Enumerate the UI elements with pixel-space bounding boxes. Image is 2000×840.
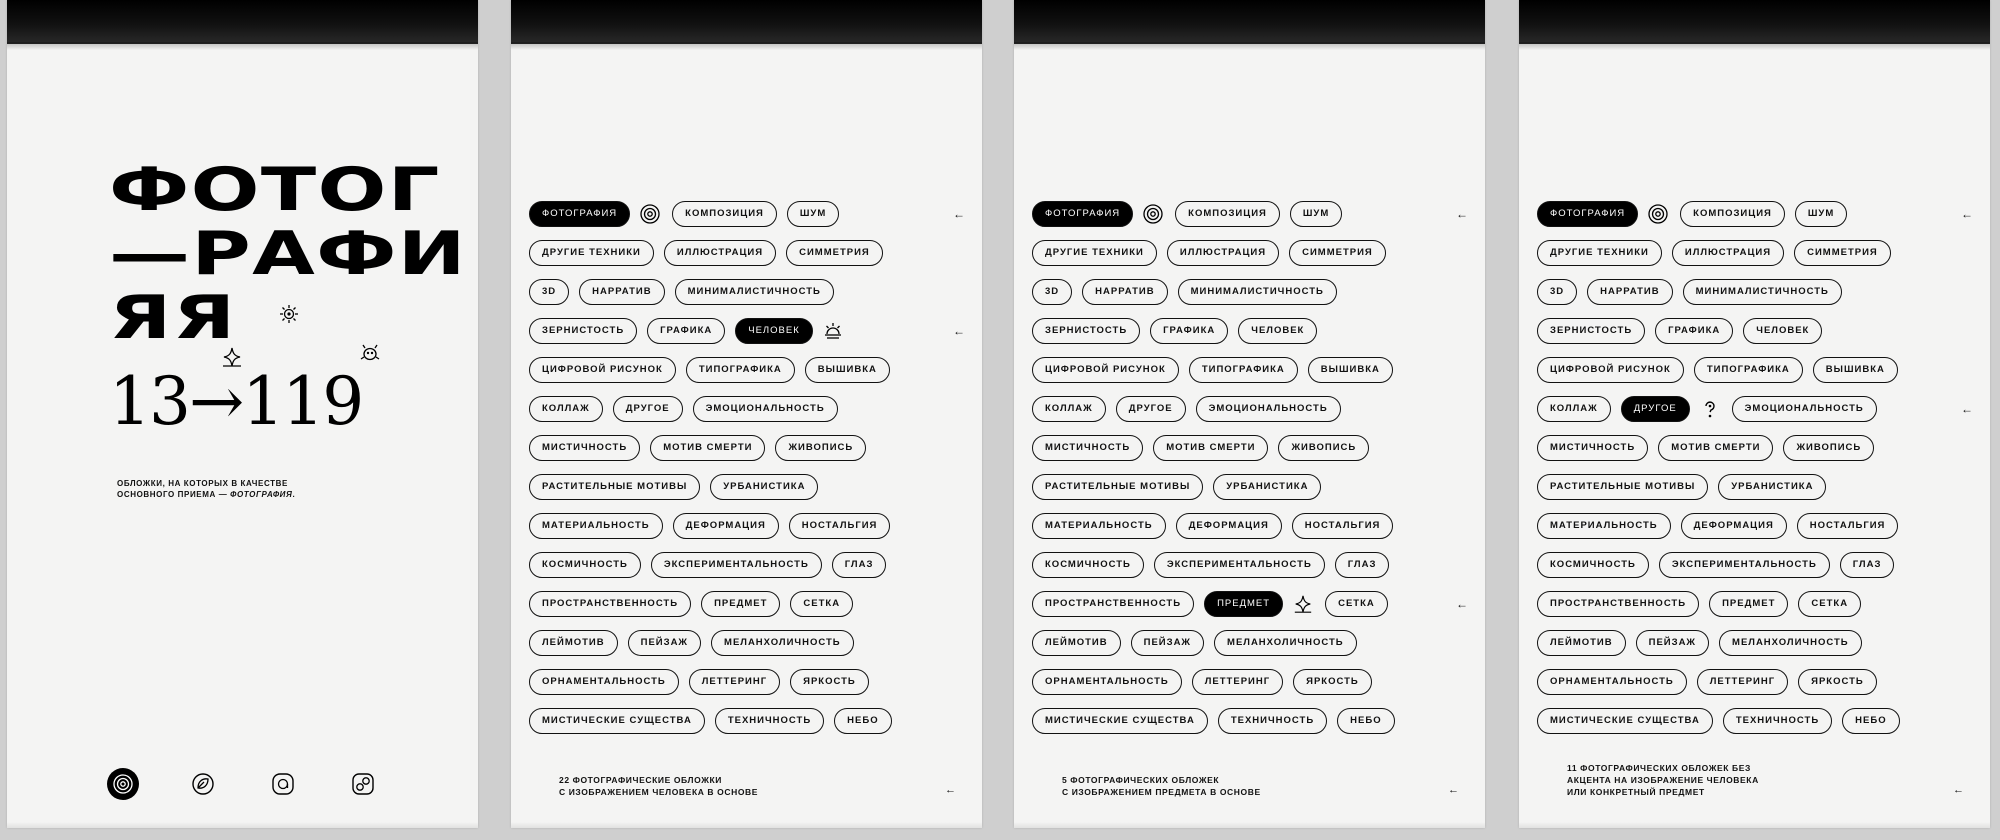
tag-row xyxy=(529,428,969,467)
tag-chip[interactable]: КОСМИЧНОСТЬ xyxy=(529,552,641,578)
leaf-icon[interactable] xyxy=(187,768,219,800)
tag-row xyxy=(1537,272,1977,311)
tag-chip[interactable]: НОСТАЛЬГИЯ xyxy=(789,513,891,539)
tag-chip[interactable]: 3D xyxy=(1537,279,1577,305)
tag-row xyxy=(529,623,969,662)
tag-chip[interactable]: МЕЛАНХОЛИЧНОСТЬ xyxy=(1719,630,1862,656)
tag-chip[interactable]: ЖИВОПИСЬ xyxy=(1783,435,1874,461)
tag-chip[interactable]: ЭМОЦИОНАЛЬНОСТЬ xyxy=(1196,396,1341,422)
tag-chip[interactable]: ШУМ xyxy=(787,201,839,227)
tag-chip[interactable]: ЛЕТТЕРИНГ xyxy=(689,669,780,695)
tag-chip[interactable]: МИСТИЧЕСКИЕ СУЩЕСТВА xyxy=(529,708,705,734)
tag-chip[interactable]: ДЕФОРМАЦИЯ xyxy=(673,513,779,539)
tag-chip[interactable]: ТИПОГРАФИКА xyxy=(1189,357,1298,383)
tag-chip[interactable]: ГЛАЗ xyxy=(1840,552,1895,578)
tag-row xyxy=(529,272,969,311)
tag-chip[interactable]: НАРРАТИВ xyxy=(579,279,664,305)
tag-chip[interactable]: МИНИМАЛИСТИЧНОСТЬ xyxy=(1178,279,1337,305)
tag-chip[interactable]: ИЛЛЮСТРАЦИЯ xyxy=(664,240,776,266)
spiral-icon[interactable] xyxy=(267,768,299,800)
tag-chip[interactable]: НАРРАТИВ xyxy=(1082,279,1167,305)
tag-chip[interactable]: КОСМИЧНОСТЬ xyxy=(1032,552,1144,578)
tag-chip[interactable]: ЯРКОСТЬ xyxy=(790,669,869,695)
tag-row xyxy=(1032,623,1472,662)
caption-line: ИЛИ КОНКРЕТНЫЙ ПРЕДМЕТ xyxy=(1567,787,1705,797)
tag-chip[interactable]: ТИПОГРАФИКА xyxy=(686,357,795,383)
tag-chip[interactable]: ПРЕДМЕТ xyxy=(1709,591,1788,617)
tag-row xyxy=(1032,662,1472,701)
tag-chip[interactable]: МИСТИЧЕСКИЕ СУЩЕСТВА xyxy=(1032,708,1208,734)
sun-icon xyxy=(279,304,299,324)
tag-chip[interactable]: УРБАНИСТИКА xyxy=(710,474,818,500)
tag-chip[interactable]: НЕБО xyxy=(1337,708,1394,734)
tag-chip[interactable]: ЛЕТТЕРИНГ xyxy=(1192,669,1283,695)
tag-chip[interactable]: ДРУГОЕ xyxy=(1116,396,1186,422)
caption-line: С ИЗОБРАЖЕНИЕМ ПРЕДМЕТА В ОСНОВЕ xyxy=(1062,787,1261,797)
tag-chip[interactable]: ГРАФИКА xyxy=(647,318,725,344)
cover-page xyxy=(7,0,478,828)
squares-icon[interactable] xyxy=(347,768,379,800)
tag-chip[interactable]: ПЕЙЗАЖ xyxy=(628,630,701,656)
tag-chip[interactable]: РАСТИТЕЛЬНЫЕ МОТИВЫ xyxy=(529,474,700,500)
tag-row xyxy=(1032,311,1472,350)
tag-chip[interactable]: ПЕЙЗАЖ xyxy=(1636,630,1709,656)
tag-chip[interactable]: СЕТКА xyxy=(790,591,853,617)
tag-row xyxy=(1032,272,1472,311)
tag-row xyxy=(1032,428,1472,467)
target-icon xyxy=(638,202,662,226)
tag-chip[interactable]: СИММЕТРИЯ xyxy=(786,240,883,266)
tag-chip[interactable]: СИММЕТРИЯ xyxy=(1794,240,1891,266)
cover-desc-line-2: ОСНОВНОГО ПРИЕМА — ФОТОГРАФИЯ. xyxy=(117,490,296,499)
tag-chip[interactable]: ЧЕЛОВЕК xyxy=(1238,318,1317,344)
tag-chip[interactable]: ЛЕЙМОТИВ xyxy=(1537,630,1626,656)
tag-chip[interactable]: ЦИФРОВОЙ РИСУНОК xyxy=(1032,357,1179,383)
tag-row xyxy=(1537,350,1977,389)
tag-row xyxy=(1537,194,1977,233)
tag-row xyxy=(1537,389,1977,428)
tag-row xyxy=(529,701,969,740)
tag-row xyxy=(1032,701,1472,740)
tag-chip[interactable]: УРБАНИСТИКА xyxy=(1718,474,1826,500)
tag-chip[interactable]: ПЕЙЗАЖ xyxy=(1131,630,1204,656)
tag-page-1 xyxy=(511,0,982,828)
tag-chip[interactable]: НОСТАЛЬГИЯ xyxy=(1797,513,1899,539)
selection-arrow: ← xyxy=(1456,596,1468,611)
tag-cloud xyxy=(529,194,969,740)
target-icon xyxy=(1141,202,1165,226)
cover-page-range xyxy=(109,362,362,442)
tag-chip[interactable]: ШУМ xyxy=(1290,201,1342,227)
tag-chip[interactable]: ЛЕЙМОТИВ xyxy=(1032,630,1121,656)
cover-desc-emphasis: ФОТОГРАФИЯ xyxy=(230,490,293,499)
tag-row xyxy=(1537,662,1977,701)
tag-row xyxy=(529,545,969,584)
page-caption xyxy=(559,774,889,798)
tag-chip[interactable]: 3D xyxy=(529,279,569,305)
tag-row xyxy=(1032,389,1472,428)
tag-page-3 xyxy=(1519,0,1990,828)
tag-row xyxy=(1032,350,1472,389)
tag-chip[interactable]: КОЛЛАЖ xyxy=(529,396,603,422)
sun-icon xyxy=(821,319,845,343)
tag-chip[interactable]: НЕБО xyxy=(834,708,891,734)
cover-title-line-3: ЯЯ xyxy=(109,283,237,353)
tag-chip[interactable]: ЛЕТТЕРИНГ xyxy=(1697,669,1788,695)
tag-chip[interactable]: МОТИВ СМЕРТИ xyxy=(1658,435,1773,461)
cover-title-line-1: ФОТОГ xyxy=(109,155,441,225)
tag-row xyxy=(1032,506,1472,545)
selection-arrow: ← xyxy=(1961,206,1973,221)
tag-chip[interactable]: ЗЕРНИСТОСТЬ xyxy=(1032,318,1140,344)
cover-title-line-2: —РАФИ xyxy=(109,219,467,289)
tag-chip[interactable]: КОЛЛАЖ xyxy=(1537,396,1611,422)
tag-chip[interactable]: ТИПОГРАФИКА xyxy=(1694,357,1803,383)
tag-chip[interactable]: ОРНАМЕНТАЛЬНОСТЬ xyxy=(529,669,679,695)
target-icon[interactable] xyxy=(107,768,139,800)
tag-chip[interactable]: ПРОСТРАНСТВЕННОСТЬ xyxy=(1032,591,1194,617)
tag-chip[interactable]: ГРАФИКА xyxy=(1150,318,1228,344)
selection-arrow: ← xyxy=(1961,401,1973,416)
tag-chip[interactable]: МАТЕРИАЛЬНОСТЬ xyxy=(1032,513,1166,539)
tag-row xyxy=(1537,584,1977,623)
tag-chip[interactable]: ДРУГИЕ ТЕХНИКИ xyxy=(1032,240,1157,266)
tag-chip[interactable]: ЦИФРОВОЙ РИСУНОК xyxy=(1537,357,1684,383)
tag-chip[interactable]: МИНИМАЛИСТИЧНОСТЬ xyxy=(1683,279,1842,305)
tag-chip[interactable]: ПРОСТРАНСТВЕННОСТЬ xyxy=(529,591,691,617)
tag-row xyxy=(1032,584,1472,623)
tag-chip[interactable]: КОМПОЗИЦИЯ xyxy=(1680,201,1785,227)
tag-cloud xyxy=(1032,194,1472,740)
tag-chip[interactable]: ДРУГОЕ xyxy=(1621,396,1690,422)
tag-row xyxy=(1537,233,1977,272)
caption-line: 5 ФОТОГРАФИЧЕСКИХ ОБЛОЖЕК xyxy=(1062,775,1220,785)
tag-chip[interactable]: ЖИВОПИСЬ xyxy=(1278,435,1369,461)
range-arrow: → xyxy=(188,363,243,440)
cover-desc-line-1: ОБЛОЖКИ, НА КОТОРЫХ В КАЧЕСТВЕ xyxy=(117,479,288,488)
cover-title xyxy=(109,155,467,366)
tag-chip[interactable]: МИСТИЧЕСКИЕ СУЩЕСТВА xyxy=(1537,708,1713,734)
tag-chip[interactable]: КОСМИЧНОСТЬ xyxy=(1537,552,1649,578)
target-icon xyxy=(1646,202,1670,226)
page-caption xyxy=(1062,774,1392,798)
back-arrow[interactable]: ← xyxy=(945,784,956,796)
tag-row xyxy=(529,662,969,701)
tag-row xyxy=(1537,467,1977,506)
tag-chip[interactable]: ВЫШИВКА xyxy=(1308,357,1393,383)
tag-row xyxy=(1032,194,1472,233)
tag-cloud xyxy=(1537,194,1977,740)
tag-chip[interactable]: ФОТОГРАФИЯ xyxy=(1537,201,1638,227)
tag-chip[interactable]: УРБАНИСТИКА xyxy=(1213,474,1321,500)
tag-row xyxy=(529,467,969,506)
tag-chip[interactable]: НОСТАЛЬГИЯ xyxy=(1292,513,1394,539)
tag-chip[interactable]: ФОТОГРАФИЯ xyxy=(1032,201,1133,227)
tag-chip[interactable]: ЗЕРНИСТОСТЬ xyxy=(1537,318,1645,344)
tag-chip[interactable]: МЕЛАНХОЛИЧНОСТЬ xyxy=(1214,630,1357,656)
tag-chip[interactable]: ТЕХНИЧНОСТЬ xyxy=(715,708,824,734)
binding-strip xyxy=(7,0,478,44)
tag-chip[interactable]: МИСТИЧНОСТЬ xyxy=(529,435,640,461)
tag-chip[interactable]: МОТИВ СМЕРТИ xyxy=(650,435,765,461)
tag-chip[interactable]: РАСТИТЕЛЬНЫЕ МОТИВЫ xyxy=(1032,474,1203,500)
tag-row xyxy=(1537,623,1977,662)
tag-chip[interactable]: ВЫШИВКА xyxy=(805,357,890,383)
tag-row xyxy=(529,194,969,233)
tag-chip[interactable]: ГРАФИКА xyxy=(1655,318,1733,344)
tag-row xyxy=(529,389,969,428)
tag-chip[interactable]: ПРЕДМЕТ xyxy=(701,591,780,617)
tag-chip[interactable]: ЭКСПЕРИМЕНТАЛЬНОСТЬ xyxy=(1659,552,1830,578)
binding-strip xyxy=(1519,0,1990,44)
tag-chip[interactable]: ЭКСПЕРИМЕНТАЛЬНОСТЬ xyxy=(651,552,822,578)
caption-line: 22 ФОТОГРАФИЧЕСКИЕ ОБЛОЖКИ xyxy=(559,775,722,785)
tag-row xyxy=(1032,233,1472,272)
tag-chip[interactable]: ЧЕЛОВЕК xyxy=(735,318,813,344)
tag-row xyxy=(1032,467,1472,506)
tag-row xyxy=(529,506,969,545)
tag-chip[interactable]: КОЛЛАЖ xyxy=(1032,396,1106,422)
bug-icon xyxy=(359,342,381,364)
tag-chip[interactable]: ДРУГИЕ ТЕХНИКИ xyxy=(529,240,654,266)
tag-row xyxy=(1537,701,1977,740)
tag-chip[interactable]: ДРУГИЕ ТЕХНИКИ xyxy=(1537,240,1662,266)
tag-chip[interactable]: ЛЕЙМОТИВ xyxy=(529,630,618,656)
tag-chip[interactable]: КОМПОЗИЦИЯ xyxy=(1175,201,1280,227)
tag-chip[interactable]: ЖИВОПИСЬ xyxy=(775,435,866,461)
page-caption xyxy=(1567,762,1897,798)
tag-chip[interactable]: СЕТКА xyxy=(1798,591,1861,617)
tag-chip[interactable]: ИЛЛЮСТРАЦИЯ xyxy=(1672,240,1784,266)
caption-line: АКЦЕНТА НА ИЗОБРАЖЕНИЕ ЧЕЛОВЕКА xyxy=(1567,775,1759,785)
selection-arrow: ← xyxy=(1456,206,1468,221)
tag-chip[interactable]: ГЛАЗ xyxy=(832,552,887,578)
cover-description xyxy=(117,478,367,500)
tag-chip[interactable]: МОТИВ СМЕРТИ xyxy=(1153,435,1268,461)
range-end: 119 xyxy=(242,363,363,440)
tag-chip[interactable]: ЭКСПЕРИМЕНТАЛЬНОСТЬ xyxy=(1154,552,1325,578)
tag-chip[interactable]: ЗЕРНИСТОСТЬ xyxy=(529,318,637,344)
tag-chip[interactable]: ДЕФОРМАЦИЯ xyxy=(1176,513,1282,539)
tag-chip[interactable]: МАТЕРИАЛЬНОСТЬ xyxy=(1537,513,1671,539)
question-icon xyxy=(1698,397,1722,421)
tag-chip[interactable]: ИЛЛЮСТРАЦИЯ xyxy=(1167,240,1279,266)
tag-chip[interactable]: ЭМОЦИОНАЛЬНОСТЬ xyxy=(1732,396,1877,422)
selection-arrow: ← xyxy=(953,206,965,221)
caption-line: 11 ФОТОГРАФИЧЕСКИХ ОБЛОЖЕК БЕЗ xyxy=(1567,763,1751,773)
tag-row xyxy=(1537,428,1977,467)
tag-chip[interactable]: ПРОСТРАНСТВЕННОСТЬ xyxy=(1537,591,1699,617)
tag-chip[interactable]: НЕБО xyxy=(1842,708,1899,734)
tag-row xyxy=(529,233,969,272)
tag-chip[interactable]: ТЕХНИЧНОСТЬ xyxy=(1723,708,1832,734)
tag-chip[interactable]: МАТЕРИАЛЬНОСТЬ xyxy=(529,513,663,539)
sparkle-icon xyxy=(1291,592,1315,616)
tag-chip[interactable]: ПРЕДМЕТ xyxy=(1204,591,1283,617)
tag-chip[interactable]: ДРУГОЕ xyxy=(613,396,683,422)
tag-row xyxy=(529,311,969,350)
tag-chip[interactable]: МИНИМАЛИСТИЧНОСТЬ xyxy=(675,279,834,305)
tag-chip[interactable]: СИММЕТРИЯ xyxy=(1289,240,1386,266)
tag-chip[interactable]: ФОТОГРАФИЯ xyxy=(529,201,630,227)
tag-chip[interactable]: ЧЕЛОВЕК xyxy=(1743,318,1822,344)
tag-chip[interactable]: СЕТКА xyxy=(1325,591,1388,617)
tag-chip[interactable]: ЦИФРОВОЙ РИСУНОК xyxy=(529,357,676,383)
tag-chip[interactable]: ОРНАМЕНТАЛЬНОСТЬ xyxy=(1537,669,1687,695)
tag-chip[interactable]: ДЕФОРМАЦИЯ xyxy=(1681,513,1787,539)
tag-chip[interactable]: МЕЛАНХОЛИЧНОСТЬ xyxy=(711,630,854,656)
back-arrow[interactable]: ← xyxy=(1448,784,1459,796)
tag-page-2 xyxy=(1014,0,1485,828)
back-arrow[interactable]: ← xyxy=(1953,784,1964,796)
tag-chip[interactable]: ТЕХНИЧНОСТЬ xyxy=(1218,708,1327,734)
caption-line: С ИЗОБРАЖЕНИЕМ ЧЕЛОВЕКА В ОСНОВЕ xyxy=(559,787,759,797)
tag-chip[interactable]: ОРНАМЕНТАЛЬНОСТЬ xyxy=(1032,669,1182,695)
tag-row xyxy=(1032,545,1472,584)
tag-chip[interactable]: МИСТИЧНОСТЬ xyxy=(1537,435,1648,461)
tag-chip[interactable]: ВЫШИВКА xyxy=(1813,357,1898,383)
tag-chip[interactable]: РАСТИТЕЛЬНЫЕ МОТИВЫ xyxy=(1537,474,1708,500)
tag-row xyxy=(529,350,969,389)
selection-arrow: ← xyxy=(953,323,965,338)
range-start: 13 xyxy=(109,363,189,440)
tag-chip[interactable]: НАРРАТИВ xyxy=(1587,279,1672,305)
tag-chip[interactable]: 3D xyxy=(1032,279,1072,305)
tag-row xyxy=(529,584,969,623)
tag-chip[interactable]: ЯРКОСТЬ xyxy=(1293,669,1372,695)
tag-chip[interactable]: КОМПОЗИЦИЯ xyxy=(672,201,777,227)
tag-chip[interactable]: ЭМОЦИОНАЛЬНОСТЬ xyxy=(693,396,838,422)
tag-row xyxy=(1537,311,1977,350)
binding-strip xyxy=(1014,0,1485,44)
tag-chip[interactable]: ШУМ xyxy=(1795,201,1847,227)
tag-row xyxy=(1537,506,1977,545)
binding-strip xyxy=(511,0,982,44)
tag-chip[interactable]: ЯРКОСТЬ xyxy=(1798,669,1877,695)
tag-chip[interactable]: ГЛАЗ xyxy=(1335,552,1390,578)
tag-chip[interactable]: МИСТИЧНОСТЬ xyxy=(1032,435,1143,461)
tag-row xyxy=(1537,545,1977,584)
